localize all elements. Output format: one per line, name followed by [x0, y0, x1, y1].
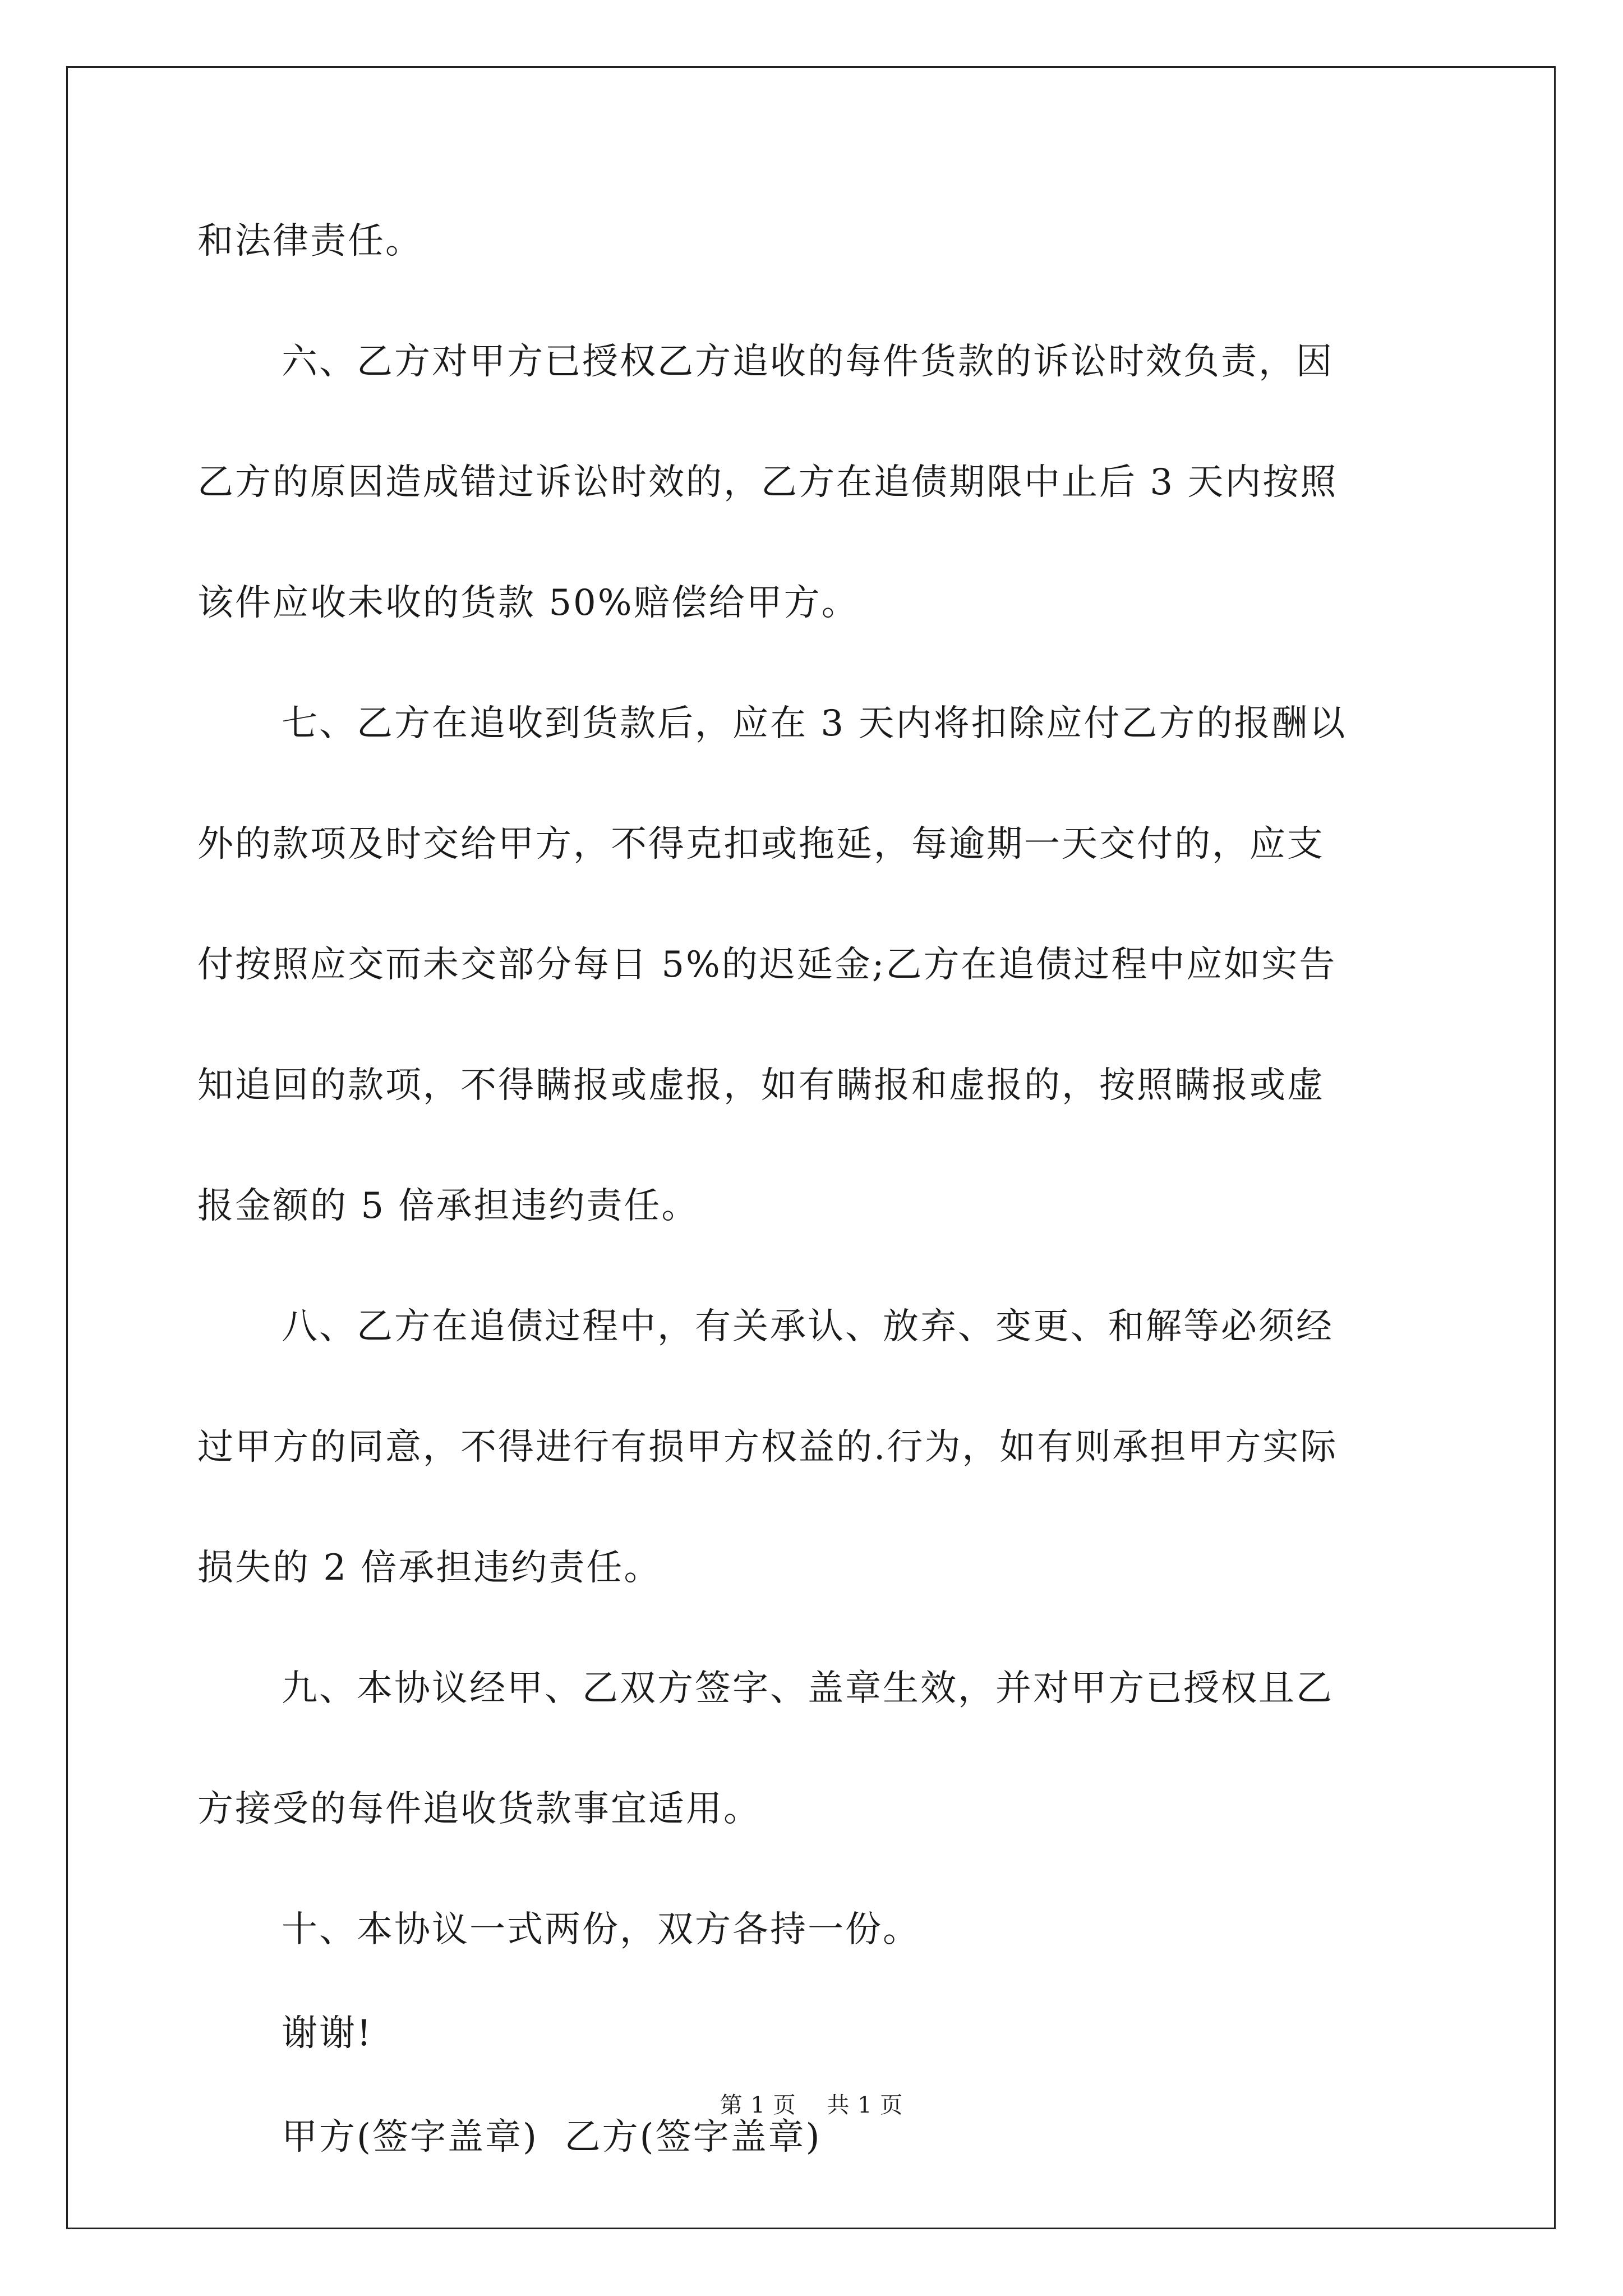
clause-6-line-3: 该件应收未收的货款 50%赔偿给甲方。 [197, 582, 859, 624]
clause-7-line-4: 知追回的款项，不得瞒报或虚报，如有瞒报和虚报的，按照瞒报或虚 [197, 1065, 1325, 1106]
clause-10-line: 十、本协议一式两份，双方各持一份。 [282, 1909, 920, 1950]
clause-7-line-5: 报金额的 5 倍承担违约责任。 [197, 1185, 699, 1227]
clause-6-line-2: 乙方的原因造成错过诉讼时效的，乙方在追债期限中止后 3 天内按照 [197, 462, 1338, 503]
text-line: 和法律责任。 [197, 220, 423, 262]
page-border [66, 66, 1556, 2229]
clause-8-line-3: 损失的 2 倍承担违约责任。 [197, 1547, 662, 1589]
clause-8-line-1: 八、乙方在追债过程中，有关承认、放弃、变更、和解等必须经 [282, 1306, 1334, 1347]
clause-8-line-2: 过甲方的同意，不得进行有损甲方权益的.行为，如有则承担甲方实际 [197, 1427, 1338, 1468]
thanks-line: 谢谢! [282, 2013, 373, 2054]
clause-9-line-2: 方接受的每件追收货款事宜适用。 [197, 1788, 761, 1830]
clause-9-line-1: 九、本协议经甲、乙双方签字、盖章生效，并对甲方已授权且乙 [282, 1668, 1334, 1709]
signature-line: 甲方(签字盖章) 乙方(签字盖章) [282, 2116, 822, 2158]
page-number: 第 1 页 共 1 页 [720, 2092, 903, 2118]
clause-7-line-2: 外的款项及时交给甲方，不得克扣或拖延，每逾期一天交付的，应支 [197, 823, 1325, 865]
clause-7-line-3: 付按照应交而未交部分每日 5%的迟延金;乙方在追债过程中应如实告 [197, 944, 1337, 986]
clause-6-line-1: 六、乙方对甲方已授权乙方追收的每件货款的诉讼时效负责，因 [282, 341, 1334, 383]
clause-7-line-1: 七、乙方在追收到货款后，应在 3 天内将扣除应付乙方的报酬以 [282, 703, 1347, 744]
